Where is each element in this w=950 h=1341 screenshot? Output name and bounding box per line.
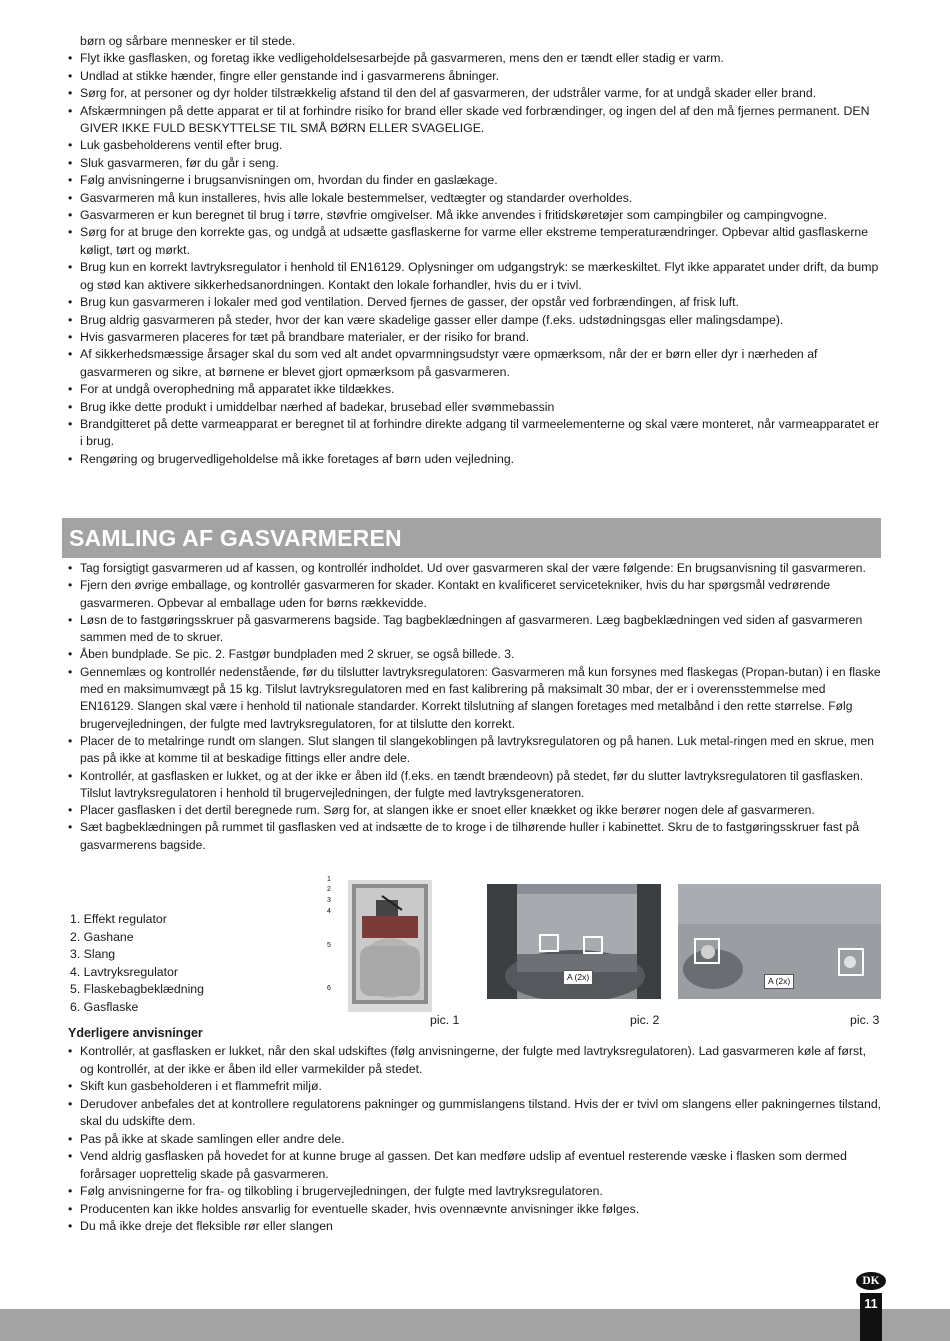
list-item: • Skift kun gasbeholderen i et flammefrit miljø. [68,1078,882,1096]
screw-marker-b [838,948,864,976]
screw-marker-left [539,934,559,952]
pic-2-tag: A (2x) [563,970,593,985]
safety-instructions-list [68,33,882,468]
pic-1-caption: pic. 1 [430,1013,460,1027]
pic-1-callout-number: 2 [327,886,331,893]
list-item: børn og sårbare mennesker er til stede. [80,34,296,48]
assembly-instructions-list [68,560,882,854]
list-item: • Gennemlæs og kontrollér nedenstående, før du tilslutter lavtryksregulatoren: Gasvarmeren må kun forsynes med flaskegas (Propan-butan) i en flaske med en maksimumvægt på 15 kg. Tilslut lavtryksregulatoren med en fast kalibrering på maksimalt 30 mbar, der er i overensstemmelse med EN16129. Slangen skal være i henhold til nationale standarder. Korrekt tilslutning af slangen foretages med metalbånd i den rette størrelse. Følg brugervejledningen, der fulgte med lavtryksregulatoren, for at tilslutte den korrekt. [68,664,882,733]
pic-1-callout-number: 4 [327,908,331,915]
page-number-box [860,1293,882,1341]
list-item: • Følg anvisningerne i brugsanvisningen om, hvordan du finder en gaslækage. [68,172,882,189]
part-item: 2. Gashane [70,929,134,944]
list-item: • Følg anvisningerne for fra- og tilkobling i brugervejledningen, der fulgte med lavtryksregulatoren. [68,1183,882,1201]
list-item: • Gasvarmeren må kun installeres, hvis alle lokale bestemmelser, vedtægter og standarder overholdes. [68,190,882,207]
list-item: • Rengøring og brugervedligeholdelse må ikke foretages af børn uden vejledning. [68,451,882,468]
list-item: • Fjern den øvrige emballage, og kontrollér gasvarmeren for skader. Kontakt en kvalificeret servicetekniker, hvis du har spørgsmål vedrørende gasvarmeren. Opbevar al emballage uden for børns rækkevidde. [68,577,882,612]
list-item: • Gasvarmeren er kun beregnet til brug i tørre, støvfrie omgivelser. Må ikke anvendes i fritidskøretøjer som campingbiler og campingvogne. [68,207,882,224]
list-item: • Løsn de to fastgøringsskruer på gasvarmerens bagside. Tag bagbeklædningen af gasvarmeren. Læg bagbeklædningen ved siden af gasvarmeren sammen med de to skruer. [68,612,882,647]
section-title: SAMLING AF GASVARMEREN [62,518,881,558]
list-item: • Undlad at stikke hænder, fingre eller genstande ind i gasvarmerens åbninger. [68,68,882,85]
screw-marker-a [694,938,720,964]
list-item: • Hvis gasvarmeren placeres for tæt på brandbare materialer, er der risiko for brand. [68,329,882,346]
further-instructions-title: Yderligere anvisninger [68,1026,203,1040]
list-item: • Kontrollér, at gasflasken er lukket, når den skal udskiftes (følg anvisningerne, der fulgte med lavtryksregulatoren). Lad gasvarmeren køle af først, og kontrollér, at der ikke er åben ild eller varmekilder på stedet. [68,1043,882,1078]
page-number: 11 [864,1297,878,1311]
screw-marker-right [583,936,603,954]
list-item: • Pas på ikke at skade samlingen eller andre dele. [68,1131,882,1149]
pic-1-heater-diagram [342,876,434,1016]
list-item: • Af sikkerhedsmæssige årsager skal du som ved alt andet opvarmningsudstyr være opmærksom, når der er børn eller dyr i nærheden af gasvarmeren og sikre, at børnene er blevet gjort opmærksom på gasvarmeren. [68,346,882,381]
part-item: 5. Flaskebagbeklædning [70,982,204,996]
list-item: • Brug kun en korrekt lavtryksregulator i henhold til EN16129. Oplysninger om udgangstryk: se mærkeskiltet. Flyt ikke apparatet under drift, da bump og stød kan aktivere sikkerhedsanordningen. Kontakt den lokale forhandler, hvis du er i tvivl. [68,259,882,294]
list-item: • Placer gasflasken i det dertil beregnede rum. Sørg for, at slangen ikke er snoet eller knækket og ikke berører nogen dele af gasvarmeren. [68,802,882,819]
pic-2-photo [487,884,661,999]
pic-2-caption: pic. 2 [630,1013,660,1027]
pic-3-tag: A (2x) [764,974,794,989]
part-item: 4. Lavtryksregulator [70,964,178,979]
pic-3-photo [678,884,881,999]
language-badge: DK [856,1272,886,1290]
list-item: • Sørg for at bruge den korrekte gas, og undgå at udsætte gasflaskerne for varme eller ekstreme temperaturændringer. Opbevar altid gasflaskerne køligt, tørt og mørkt. [68,224,882,259]
list-item: • Vend aldrig gasflasken på hovedet for at kunne bruge al gassen. Det kan medføre udslip af eventuel resterende væske i flasken som dermed forårsager uoprettelig skade på gasvarmeren. [68,1148,882,1183]
heater-illustration [342,876,434,1016]
list-item: • Tag forsigtigt gasvarmeren ud af kassen, og kontrollér indholdet. Ud over gasvarmeren skal der være følgende: En brugsanvisning til gasvarmeren. [68,560,882,577]
list-item: • Brug ikke dette produkt i umiddelbar nærhed af badekar, brusebad eller svømmebassin [68,399,882,416]
parts-list [70,911,204,1016]
list-item: • Flyt ikke gasflasken, og foretag ikke vedligeholdelsesarbejde på gasvarmeren, mens den er tændt eller stadig er varm. [68,50,882,67]
list-item: • Producenten kan ikke holdes ansvarlig for eventuelle skader, hvis ovennævnte anvisninger ikke følges. [68,1201,882,1219]
further-instructions-list [68,1043,882,1236]
list-item: • For at undgå overophedning må apparatet ikke tildækkes. [68,381,882,398]
pic-1-callout-number: 1 [327,876,331,883]
pic-1-callout-number: 5 [327,942,331,949]
list-item: • Du må ikke dreje det fleksible rør eller slangen [68,1218,882,1236]
list-item: • Brandgitteret på dette varmeapparat er beregnet til at forhindre direkte adgang til varmeelementerne og skal være monteret, når varmeapparatet er i brug. [68,416,882,451]
pic-3-caption: pic. 3 [850,1013,880,1027]
part-item: 6. Gasflaske [70,999,139,1014]
list-item: • Åben bundplade. Se pic. 2. Fastgør bundpladen med 2 skruer, se også billede. 3. [68,646,882,663]
list-item: • Afskærmningen på dette apparat er til at forhindre risiko for brand eller skade ved forbrændinger, og ingen del af den må fjernes permanent. DEN GIVER IKKE FULD BESKYTTELSE TIL SMÅ BØRN ELLER SVAGELIGE. [68,103,882,138]
list-item: • Sluk gasvarmeren, før du går i seng. [68,155,882,172]
list-item: • Kontrollér, at gasflasken er lukket, og at der ikke er åben ild (f.eks. en tændt brændeovn) på stedet, før du slutter lavtryksregulatoren til gasflasken. Tilslut lavtryksregulatoren i henhold til brugervejledningen, der fulgte med lavtryksgeneratoren. [68,768,882,803]
list-item: • Sørg for, at personer og dyr holder tilstrækkelig afstand til den del af gasvarmeren, der udstråler varme, for at undgå skader eller brand. [68,85,882,102]
list-item: • Brug kun gasvarmeren i lokaler med god ventilation. Derved fjernes de gasser, der opstår ved forbrændingen, af frisk luft. [68,294,882,311]
list-item: • Brug aldrig gasvarmeren på steder, hvor der kan være skadelige gasser eller dampe (f.eks. udstødningsgas eller malingsdampe). [68,312,882,329]
part-item: 3. Slang [70,947,116,961]
footer-bar [0,1309,950,1341]
list-item: • Derudover anbefales det at kontrollere regulatorens pakninger og gummislangens tilstand. Hvis der er tvivl om slangens eller pakningernes tilstand, skal du udskifte dem. [68,1096,882,1131]
list-item: • Luk gasbeholderens ventil efter brug. [68,137,882,154]
pic-1-callout-number: 3 [327,897,331,904]
list-item: • Sæt bagbeklædningen på rummet til gasflasken ved at indsætte de to kroge i de tilhørende huller i kabinettet. Skru de to fastgøringsskruer fast på gasvarmerens bagside. [68,819,882,854]
part-item: 1. Effekt regulator [70,912,167,926]
pic-1-callout-number: 6 [327,985,331,992]
list-item: • Placer de to metalringe rundt om slangen. Slut slangen til slangekoblingen på lavtryksregulatoren og på hanen. Luk metal-ringen med en skrue, men pas på ikke at komme til at beskadige fittings eller andre dele. [68,733,882,768]
